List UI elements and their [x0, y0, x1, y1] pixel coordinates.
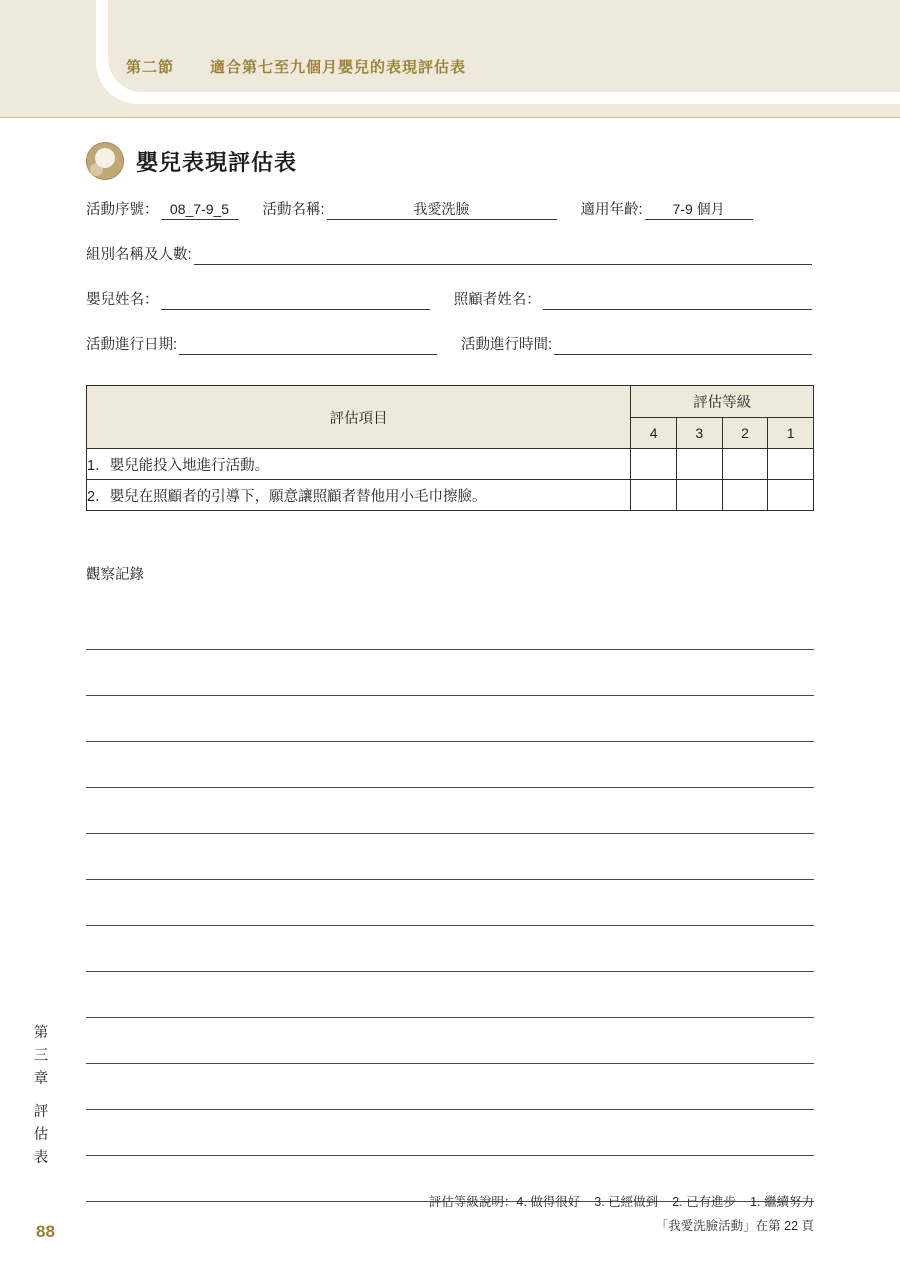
observation-line[interactable] [86, 788, 814, 834]
section-heading [126, 56, 466, 77]
age-field[interactable]: 7-9 個月 [645, 200, 753, 220]
score-cell-1-4[interactable] [631, 449, 677, 480]
caregiver-label: 照顧者姓名： [453, 292, 541, 308]
side-tab-char: 第 [33, 1025, 49, 1041]
grade-header-3: 3 [676, 417, 722, 449]
time-field[interactable] [554, 335, 812, 355]
observation-line[interactable] [86, 1018, 814, 1064]
baby-name-label: 嬰兒姓名： [86, 292, 159, 308]
grade-legend-item-1: 1. 繼續努力 [750, 1195, 814, 1209]
header-divider [0, 117, 900, 118]
score-cell-1-1[interactable] [768, 449, 814, 480]
table-row [87, 449, 814, 480]
observation-line[interactable] [86, 650, 814, 696]
observation-line[interactable] [86, 742, 814, 788]
col-header-item: 評估項目 [87, 386, 631, 449]
grade-header-4: 4 [631, 417, 677, 449]
grade-header-2: 2 [722, 417, 768, 449]
activity-no-field[interactable]: 08_7-9_5 [161, 200, 239, 220]
observation-line[interactable] [86, 1064, 814, 1110]
score-cell-2-1[interactable] [768, 480, 814, 511]
age-label: 適用年齡: [580, 202, 643, 218]
score-cell-2-3[interactable] [676, 480, 722, 511]
side-tab-char: 評 [33, 1104, 49, 1120]
observation-line[interactable] [86, 696, 814, 742]
date-label: 活動進行日期: [86, 337, 178, 353]
grade-legend-item-4: 4. 做得很好 [516, 1195, 581, 1209]
observation-line[interactable] [86, 834, 814, 880]
group-label: 組別名稱及人數: [86, 247, 192, 263]
group-field[interactable] [194, 245, 812, 265]
page-number: 88 [36, 1222, 55, 1241]
side-tab-char: 估 [33, 1127, 49, 1143]
activity-no-label: 活動序號： [86, 202, 159, 218]
grade-legend [86, 1192, 814, 1210]
form-row-group [86, 243, 814, 265]
side-tab-char: 表 [33, 1150, 49, 1166]
form-row-datetime [86, 333, 814, 355]
header-band-beige-shape [108, 0, 900, 92]
observation-line[interactable] [86, 604, 814, 650]
grade-legend-item-2: 2. 已有進步 [672, 1195, 737, 1209]
side-tab-char: 三 [33, 1048, 49, 1064]
table-row [87, 480, 814, 511]
observation-line[interactable] [86, 972, 814, 1018]
side-tab-char: 章 [33, 1071, 49, 1087]
observation-line[interactable] [86, 926, 814, 972]
form-row-names [86, 288, 814, 310]
activity-name-label: 活動名稱: [262, 202, 325, 218]
section-title: 適合第七至九個月嬰兒的表現評估表 [210, 59, 467, 76]
observation-title: 觀察記錄 [86, 567, 144, 583]
activity-name-field[interactable]: 我愛洗臉 [327, 200, 557, 220]
score-cell-2-4[interactable] [631, 480, 677, 511]
grade-header-1: 1 [768, 417, 814, 449]
page-title-row [86, 142, 297, 180]
score-cell-2-2[interactable] [722, 480, 768, 511]
col-header-grade: 評估等級 [631, 386, 814, 418]
item-text-1: 1．嬰兒能投入地進行活動。 [87, 449, 631, 480]
item-text-2: 2．嬰兒在照顧者的引導下，願意讓照顧者替他用小毛巾擦臉。 [87, 480, 631, 511]
activity-reference: 「我愛洗臉活動」在第 22 頁 [655, 1219, 814, 1233]
circle-ornament-icon [86, 142, 124, 180]
chapter-side-tab [30, 1022, 52, 1170]
grade-legend-label: 評估等級說明： [428, 1195, 517, 1209]
table-header-row-1 [87, 386, 814, 418]
caregiver-field[interactable] [543, 290, 812, 310]
time-label: 活動進行時間: [461, 337, 553, 353]
form-row-activity [86, 198, 814, 220]
observation-line[interactable] [86, 880, 814, 926]
page-title: 嬰兒表現評估表 [136, 149, 298, 175]
score-cell-1-3[interactable] [676, 449, 722, 480]
score-cell-1-2[interactable] [722, 449, 768, 480]
assessment-form [86, 198, 814, 378]
observation-line[interactable] [86, 1110, 814, 1156]
date-field[interactable] [179, 335, 437, 355]
section-number: 第二節 [126, 59, 175, 76]
grade-legend-item-3: 3. 已經做到 [594, 1195, 659, 1209]
assessment-table [86, 385, 814, 511]
side-tab-gap [30, 1091, 52, 1101]
baby-name-field[interactable] [161, 290, 430, 310]
observation-lines[interactable] [86, 604, 814, 1202]
